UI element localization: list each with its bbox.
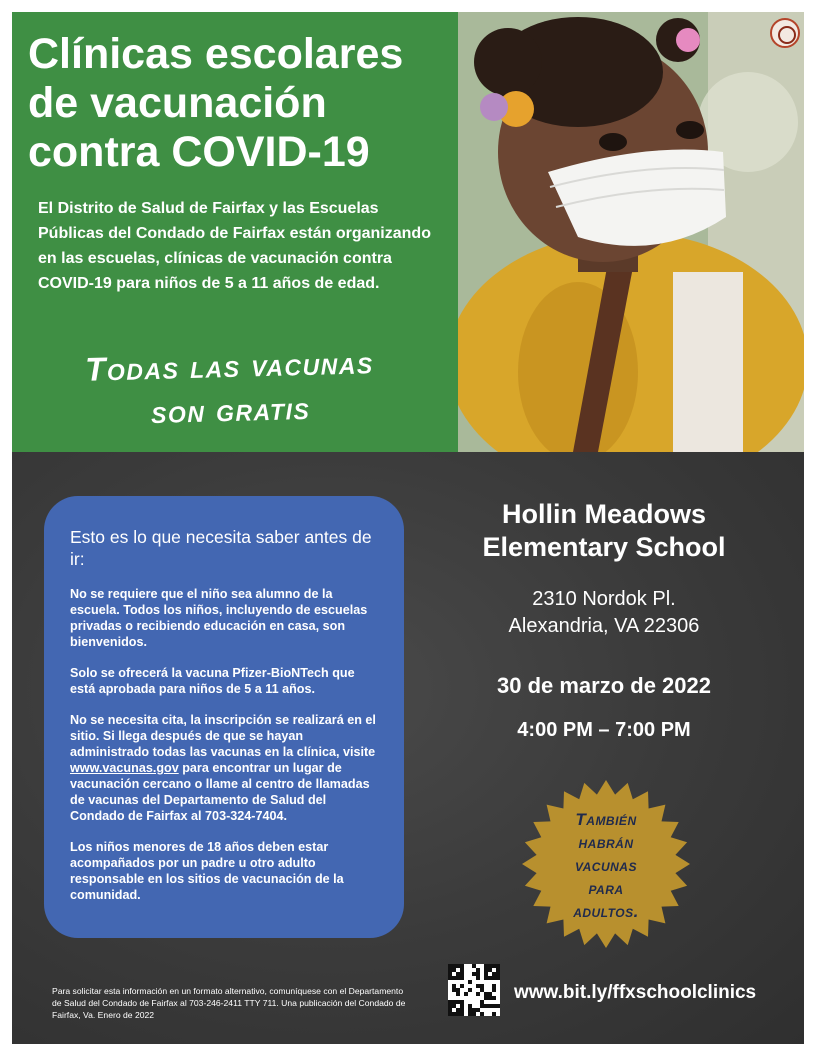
info-paragraph-2: Solo se ofrecerá la vacuna Pfizer-BioNTech que está aprobada para niños de 5 a 11 años. [70,666,355,696]
page-title: Clínicas escolares de vacunación contra COVID-19 [28,30,404,176]
event-date: 30 de marzo de 2022 [496,673,711,698]
info-paragraph-3-end: para encontrar un lugar de vacunación cercano o llame al centro de llamadas de vacunas del Departamento de Salud del Condado de Fairfax al 703-324-7404. [70,761,370,823]
school-address [446,586,762,640]
child-photo [458,12,804,452]
burst-line-1: También [575,810,637,829]
info-paragraph-1: No se requiere que el niño sea alumno de la escuela. Todos los niños, incluyendo de escuelas privadas o recibiendo educación en casa, son bienvenidos. [70,587,368,649]
free-vaccines-banner [11,338,449,437]
address-line-2: Alexandria, VA 22306 [508,615,700,637]
event-time: 4:00 PM – 7:00 PM [517,719,691,741]
fine-print: Para solicitar esta información en un formato alternativo, comuníquese con el Departamento de Salud del Condado de Fairfax al 703-246-2411 TTY 711. Una publicación del Condado de Fairfax, Va. Enero de 2022 [52,986,406,1020]
county-seal-icon [770,18,800,48]
burst-line-5: adultos. [573,902,639,921]
burst-line-4: para [588,879,624,898]
child-illustration [458,12,804,452]
intro-text: El Distrito de Salud de Fairfax y las Escuelas Públicas del Condado de Fairfax están organizando en las escuelas, clínicas de vacunación contra COVID-19 para niños de 5 a 11 años de edad. [38,200,431,292]
info-box [44,496,404,938]
clinics-url-link[interactable]: www.bit.ly/ffxschoolclinics [514,982,757,1003]
vacunas-gov-link[interactable]: www.vacunas.gov [70,761,179,775]
school-name: Hollin Meadows Elementary School [482,499,726,562]
adult-vaccines-text [534,808,678,923]
burst-line-2: habrán [578,833,634,852]
burst-line-3: vacunas [575,856,637,875]
info-paragraph-3 [70,712,380,824]
qr-code-icon[interactable] [448,964,500,1016]
info-paragraph-3-start: No se necesita cita, la inscripción se realizará en el sitio. Si llega después de que se hayan administrado todas las vacunas en la clínica, visite [70,713,376,759]
free-line-1: Todas las vacunas [84,343,375,388]
address-line-1: 2310 Nordok Pl. [532,588,676,610]
info-heading: Esto es lo que necesita saber antes de ir: [70,527,372,569]
free-line-2: son gratis [150,388,311,431]
info-paragraph-4: Los niños menores de 18 años deben estar acompañados por un padre u otro adulto responsable en los sitios de vacunación de la comunidad. [70,840,344,902]
